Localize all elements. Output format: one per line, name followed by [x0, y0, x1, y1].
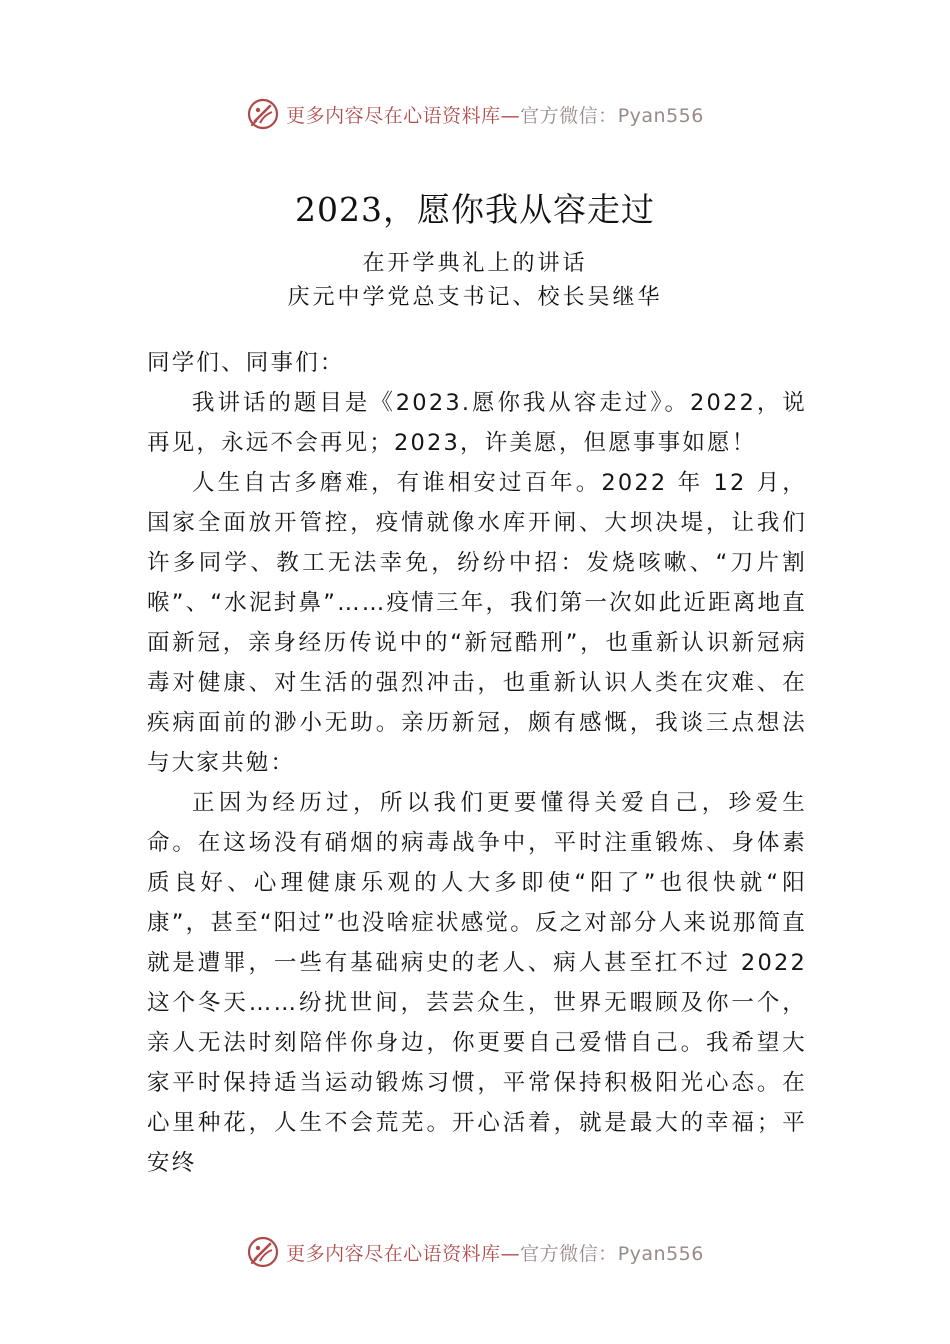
paragraph: 正因为经历过，所以我们更要懂得关爱自己，珍爱生命。在这场没有硝烟的病毒战争中，平时注重锻炼、身体素质良好、心理健康乐观的人大多即使“阳了”也很快就“阳康”，甚至“阳过”也没啥症状感觉。反之对部分人来说那简直就是遭罪，一些有基础病史的老人、病人甚至扛不过 2022 这个冬天……纷扰世间，芸芸众生，世界无暇顾及你一个，亲人无法时刻陪伴你身边，你更要自己爱惜自己。我希望大家平时保持适当运动锻炼习惯，平常保持积极阳光心态。在心里种花，人生不会荒芜。开心活着，就是最大的幸福；平安终	[147, 790, 807, 1176]
paragraph: 我讲话的题目是《2023.愿你我从容走过》。2022，说再见，永远不会再见；2023，许美愿，但愿事事如愿！	[147, 390, 807, 456]
header-banner-main: 更多内容尽在心语资料库	[286, 104, 501, 127]
header-banner-separator: —	[500, 104, 521, 127]
document-author: 庆元中学党总支书记、校长吴继华	[287, 285, 663, 310]
footer-banner-main: 更多内容尽在心语资料库	[286, 1242, 501, 1265]
footer-wechat-id: Pyan556	[617, 1242, 704, 1265]
header-banner-text	[286, 101, 704, 128]
header-banner	[0, 94, 950, 134]
document-subtitle: 在开学典礼上的讲话	[362, 251, 588, 276]
footer-banner	[0, 1232, 950, 1272]
brand-logo-icon	[246, 97, 280, 131]
document-body	[147, 343, 807, 1183]
footer-wechat-label: 官方微信：	[520, 1242, 618, 1265]
footer-banner-text	[286, 1239, 704, 1266]
footer-banner-separator: —	[500, 1242, 521, 1265]
paragraph: 人生自古多磨难，有谁相安过百年。2022 年 12 月，国家全面放开管控，疫情就像水库开闸、大坝决堤，让我们许多同学、教工无法幸免，纷纷中招：发烧咳嗽、“刀片割喉”、“水泥封鼻”……疫情三年，我们第一次如此近距离地直面新冠，亲身经历传说中的“新冠酷刑”，也重新认识新冠病毒对健康、对生活的强烈冲击，也重新认识人类在灾难、在疾病面前的渺小无助。亲历新冠，颇有感慨，我谈三点想法与大家共勉：	[147, 470, 807, 776]
header-wechat-label: 官方微信：	[520, 104, 618, 127]
salutation: 同学们、同事们：	[147, 350, 345, 376]
document-title: 2023，愿你我从容走过	[295, 190, 655, 229]
header-wechat-id: Pyan556	[617, 104, 704, 127]
brand-logo-icon	[246, 1235, 280, 1269]
